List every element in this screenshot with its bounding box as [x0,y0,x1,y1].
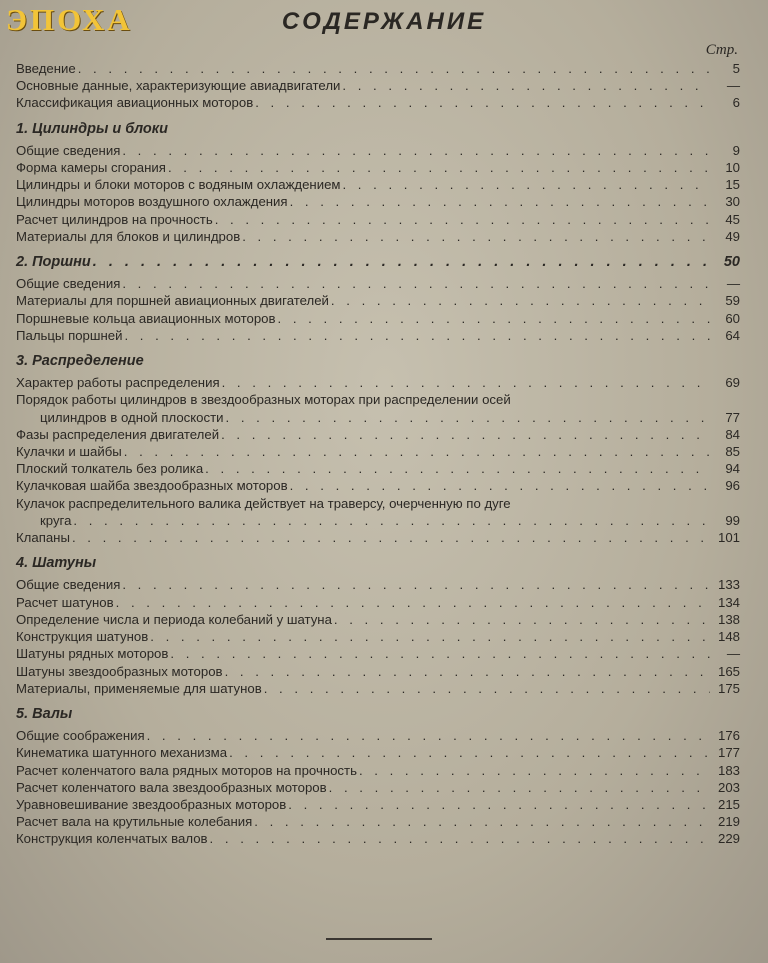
dot-leader [226,409,710,426]
toc-entry [16,779,740,796]
toc-entry [16,228,740,245]
toc-entry [16,176,740,193]
toc-entry [16,211,740,228]
toc-entry [16,628,740,645]
dot-leader [329,779,710,796]
page-number: 30 [725,194,740,210]
page-number: 219 [717,814,740,830]
toc-entry [16,529,740,546]
toc-entry [16,477,740,494]
dot-leader [122,576,710,593]
dot-leader [225,663,710,680]
entry-continuation: цилиндров в одной плоскости [40,409,224,425]
entry-title: Характер работы распределения [16,375,220,391]
toc-entry [16,327,740,344]
entry-title: Общие сведения [16,142,121,158]
page-number: 133 [717,577,740,593]
toc-entry [16,663,740,680]
page-number: 77 [725,409,740,425]
toc-entry [16,159,740,176]
entry-continuation-row [16,409,740,426]
dot-leader [290,193,710,210]
page-number: 96 [725,478,740,494]
page-column-label: Стр. [705,42,738,58]
entry-title: Форма камеры сгорания [16,160,166,176]
dot-leader [116,594,710,611]
page-number: 49 [725,228,740,244]
dot-leader [242,228,710,245]
page-number: 9 [732,142,740,158]
entry-continuation: круга [40,512,72,528]
dot-leader [122,275,710,292]
entry-title: Кулачок распределительного валика действует на траверсу, очерченную по дуге [16,495,511,511]
toc-entry [16,94,740,111]
entry-title: Порядок работы цилиндров в звездообразных моторах при распределении осей [16,392,511,408]
page-number: 45 [725,211,740,227]
entry-title: Клапаны [16,530,70,546]
page-number: 175 [717,680,740,696]
page-number: 5 [732,61,740,76]
dot-leader [78,60,710,77]
page-number: 10 [725,160,740,176]
entry-continuation-row [16,512,740,529]
dot-leader [147,727,710,744]
dot-leader [288,796,710,813]
page-number: 215 [717,796,740,812]
entry-title: Материалы для блоков и цилиндров [16,228,241,244]
page-number: 85 [725,444,740,460]
section-heading: 5. Валы [16,705,73,722]
entry-title: Шатуны рядных моторов [16,646,169,662]
page-number: 148 [717,629,740,645]
toc-entry [16,830,740,847]
toc-entry [16,727,740,744]
dot-leader [359,762,710,779]
toc-entry [16,576,740,593]
entry-title: Пальцы поршней [16,327,123,343]
page-number: 50 [723,254,740,271]
dot-leader [122,142,710,159]
page-number: — [726,276,740,292]
dot-leader [210,830,710,847]
page-number: 183 [717,762,740,778]
toc-entry [16,443,740,460]
watermark-logo: ЭПОХА [6,2,133,37]
page-number: 84 [725,426,740,442]
entry-title: Материалы, применяемые для шатунов [16,680,262,696]
toc-entry [16,744,740,761]
entry-title: Уравновешивание звездообразных моторов [16,796,287,812]
entry-title: Конструкция шатунов [16,629,149,645]
toc-entry [16,310,740,327]
dot-leader [290,477,710,494]
page-number: 99 [725,512,740,528]
section-heading-row [16,254,740,271]
page-number: 60 [725,310,740,326]
toc-entry [16,426,740,443]
page-number: 176 [717,728,740,744]
toc-entry [16,77,740,94]
intro-block [16,60,740,112]
dot-leader [278,310,710,327]
page-number: 177 [717,745,740,761]
page-number: — [726,78,740,94]
dot-leader [334,611,710,628]
entry-title: Фазы распределения двигателей [16,426,220,442]
entry-title: Расчет вала на крутильные колебания [16,814,253,830]
dot-leader [342,77,710,94]
entry-title: Расчет шатунов [16,594,114,610]
toc-entry [16,813,740,830]
toc-entry [16,460,740,477]
entry-title: Основные данные, характеризующие авиадвигатели [16,78,341,94]
page-number: 138 [717,611,740,627]
toc-entry [16,594,740,611]
dot-leader [124,443,710,460]
dot-leader [73,512,710,529]
page-number: 134 [717,594,740,610]
toc-entry [16,142,740,159]
entry-title: Классификация авиационных моторов [16,95,254,111]
entry-title: Кулачковая шайба звездообразных моторов [16,478,288,494]
dot-leader [205,460,710,477]
dot-leader [342,176,710,193]
dot-leader [215,211,710,228]
entry-title: Поршневые кольца авиационных моторов [16,310,276,326]
entry-title: Расчет коленчатого вала рядных моторов на прочность [16,762,357,778]
footer-rule [326,938,432,940]
page-number: 203 [717,779,740,795]
entry-title: Кинематика шатунного механизма [16,745,228,761]
toc-entry [16,374,740,391]
page-number: 69 [725,375,740,391]
entry-title: Плоский толкатель без ролика [16,461,204,477]
toc-entry [16,762,740,779]
dot-leader [124,327,710,344]
section-heading: 4. Шатуны [16,555,97,572]
entry-title: Общие сведения [16,577,121,593]
dot-leader [264,680,710,697]
page-number: 94 [725,461,740,477]
entry-title: Определение числа и периода колебаний у шатуна [16,611,332,627]
section-heading: 3. Распределение [16,353,144,370]
page-number: 165 [717,663,740,679]
entry-title: Цилиндры моторов воздушного охлаждения [16,194,288,210]
toc-entry [16,680,740,697]
entry-title: Общие соображения [16,728,145,744]
entry-title: Введение [16,61,76,76]
toc-entry [16,193,740,210]
table-of-contents [16,60,740,848]
page-number: — [726,646,740,662]
toc-entry [16,391,740,425]
section-heading: 1. Цилиндры и блоки [16,120,168,137]
toc-entry [16,495,740,529]
toc-entry [16,645,740,662]
dot-leader [255,94,710,111]
entry-title: Шатуны звездообразных моторов [16,663,223,679]
page-title: СОДЕРЖАНИЕ [281,8,487,35]
dot-leader [331,292,710,309]
section-heading: 2. Поршни [16,254,91,271]
dot-leader [254,813,710,830]
entry-title: Цилиндры и блоки моторов с водяным охлаждением [16,177,341,193]
entry-title: Общие сведения [16,276,121,292]
page-number: 6 [732,95,740,111]
entry-title: Кулачки и шайбы [16,444,122,460]
page-number: 59 [725,293,740,309]
page-number: 229 [717,831,740,847]
toc-entry [16,796,740,813]
page-number: 15 [725,177,740,193]
dot-leader [222,374,710,391]
toc-entry [16,292,740,309]
entry-title: Расчет цилиндров на прочность [16,211,213,227]
dot-leader [229,744,710,761]
dot-leader [170,645,710,662]
dot-leader [168,159,710,176]
entry-title: Конструкция коленчатых валов [16,831,208,847]
toc-entry [16,275,740,292]
page-number: 101 [717,530,740,546]
toc-entry [16,60,740,77]
dot-leader [72,529,710,546]
entry-title: Расчет коленчатого вала звездообразных моторов [16,779,327,795]
dot-leader [150,628,710,645]
page-number: 64 [725,327,740,343]
toc-entry [16,611,740,628]
dot-leader [221,426,710,443]
dot-leader [93,254,710,271]
entry-title: Материалы для поршней авиационных двигателей [16,293,329,309]
